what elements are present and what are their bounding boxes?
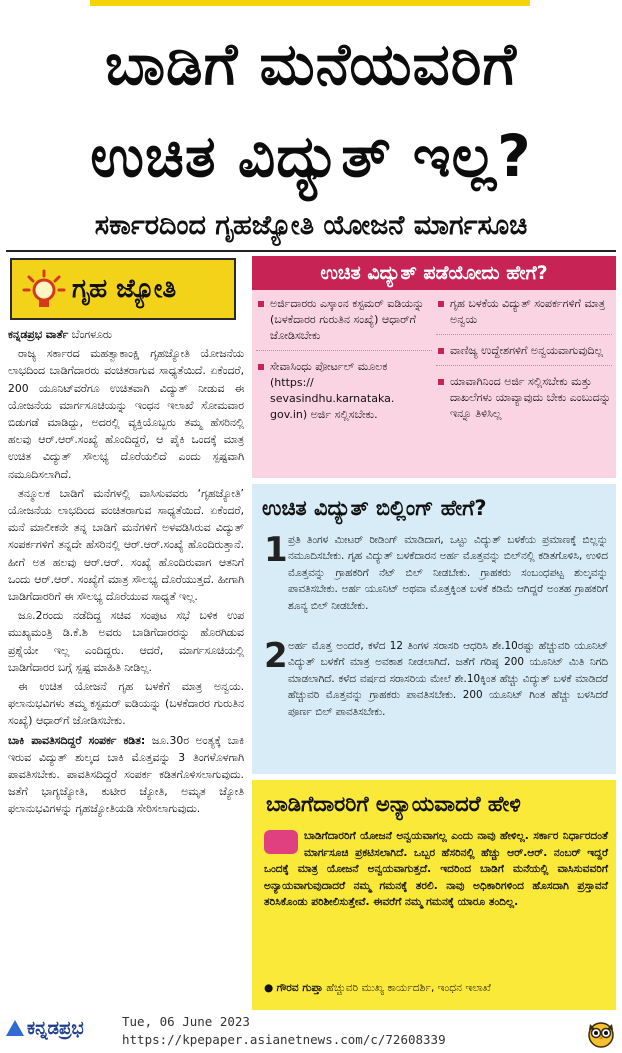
top-color-bar (90, 0, 530, 6)
headline-line-1: ಬಾಡಿಗೆ ಮನೆಯವರಿಗೆ (104, 30, 518, 98)
article-subhead: ಬಾಕಿ ಪಾವತಿಸದಿದ್ದರೆ ಸಂಪರ್ಕ ಕಡಿತ: (8, 733, 146, 747)
square-bullet-icon (438, 379, 444, 385)
page-url[interactable]: https://kpepaper.asianetnews.com/c/72608339 (122, 1032, 446, 1047)
article-paragraph-1: ರಾಜ್ಯ ಸರ್ಕಾರದ ಮಹತ್ವಾಕಾಂಕ್ಷಿ ಗೃಹಜ್ಯೋತಿ ಯೋಜನೆಯ ಲಾಭದಿಂದ ಬಾಡಿಗೆದಾರರು ವಂಚಿತರಾಗುವ ಸಾಧ್ಯತೆಯಿದೆ. ಏಕೆಂದರೆ, 200 ಯೂನಿಟ್‌ವರೆಗೂ ಉಚಿತವಾಗಿ ವಿದ್ಯುತ್ ನೀಡುವ ಈ ಯೋಜನೆಯ ಮಾರ್ಗಸೂಚಿಯನ್ನು ಇಂಧನ ಇಲಾಖೆ ಸೋಮವಾರ ಬಿಡುಗಡೆ ಮಾಡಿದ್ದು, ಅದರಲ್ಲಿ ವ್ಯಕ್ತಿಯೊಬ್ಬರು ತಮ್ಮ ಹೆಸರಿನಲ್ಲಿ ಹಲವು ಆರ್.ಆರ್.ಸಂಖ್ಯೆ ಹೊಂದಿದ್ದರೆ, ಆ ಪೈಕಿ ಒಂದಕ್ಕೆ ಮಾತ್ರ ಉಚಿತ ವಿದ್ಯುತ್ ಸೌಲಭ್ಯ ದೊರೆಯಲಿದೆ ಎಂದು ಸ್ಪಷ್ಟವಾಗಿ ನಮೂದಿಸಲಾಗಿದೆ. (8, 347, 244, 481)
gruha-jyothi-logo (10, 258, 236, 320)
main-article (8, 326, 244, 1002)
list-item (256, 359, 432, 429)
list-item-text: ವಾಣಿಜ್ಯ ಉದ್ದೇಶಗಳಿಗೆ ಅನ್ವಯವಾಗುವುದಿಲ್ಲ (450, 344, 603, 357)
list-item-text: ಸೇವಾಸಿಂಧು ಪೋರ್ಟಲ್ ಮೂಲಕ (https:// sevasindhu.karnataka. gov.in) ಅರ್ಜಿ ಸಲ್ಲಿಸಬೇಕು. (270, 360, 395, 421)
free-electricity-right-list (436, 296, 612, 436)
list-item (436, 343, 612, 366)
author-role: ಹೆಚ್ಚುವರಿ ಮುಖ್ಯ ಕಾರ್ಯದರ್ಶಿ, ಇಂಧನ ಇಲಾಖೆ (326, 982, 491, 994)
billing-point-1: ಪ್ರತಿ ತಿಂಗಳ ಮೀಟರ್ ರೀಡಿಂಗ್ ಮಾಡಿದಾಗ, ಒಟ್ಟು ವಿದ್ಯುತ್ ಬಳಕೆಯ ಪ್ರಮಾಣಕ್ಕೆ ಬಿಲ್ಲನ್ನು ನಮೂದಿಸಬೇಕು. ಗೃಹ ವಿದ್ಯುತ್ ಬಳಕೆದಾರನ ಅರ್ಹ ಮೊತ್ತವನ್ನು ಬಿಲ್‌ನಲ್ಲಿ ಕಡಿತಗೊಳಿಸಿ, ಉಳಿದ ಮೊತ್ತವನ್ನು ಗ್ರಾಹಕರಿಗೆ ನೆಟ್ ಬಿಲ್ ನೀಡಬೇಕು. ಗ್ರಾಹಕರು ಸಂಬಂಧಪಟ್ಟ ಶುಲ್ಕವನ್ನು ಪಾವತಿಸಬೇಕು. ಅರ್ಹ ಯೂನಿಟ್ ಅಥವಾ ಮೊತ್ತಕ್ಕಿಂತ ಬಳಕೆ ಕಡಿಮೆ ಆಗಿದ್ದರೆ ಅಂತಹ ಗ್ರಾಹಕರಿಗೆ ಶೂನ್ಯ ಬಿಲ್ ನೀಡಬೇಕು. (288, 534, 608, 612)
list-item-text: ಗೃಹ ಬಳಕೆಯ ವಿದ್ಯುತ್ ಸಂಪರ್ಕಗಳಿಗೆ ಮಾತ್ರ ಅನ್ವಯ (450, 297, 606, 326)
logo-text: ಗೃಹ ಜ್ಯೋತಿ (72, 274, 177, 304)
list-item (436, 296, 612, 335)
footer (0, 1010, 622, 1053)
byline-source: ಕನ್ನಡಪ್ರಭ ವಾರ್ತೆ (8, 328, 69, 341)
point-number-1: 1 (264, 530, 288, 570)
list-item (256, 296, 432, 351)
tenants-quote-text: ಬಾಡಿಗೆದಾರರಿಗೆ ಯೋಜನೆ ಅನ್ವಯವಾಗಲ್ಲ ಎಂದು ನಾವು ಹೇಳಿಲ್ಲ. ಸರ್ಕಾರ ನಿರ್ಧಾರದಂತೆ ಮಾರ್ಗಸೂಚಿ ಪ್ರಕಟಿಸಲಾಗಿದೆ. ಒಬ್ಬರ ಹೆಸರಿನಲ್ಲಿ ಹೆಚ್ಚು ಆರ್.ಆರ್. ನಂಬರ್ ಇದ್ದರೆ ಒಂದಕ್ಕೆ ಮಾತ್ರ ಯೋಜನೆ ಅನ್ವಯವಾಗುತ್ತದೆ. ಇದರಿಂದ ಬಾಡಿಗೆ ಮನೆಯಲ್ಲಿ ವಾಸಿಸುವವರಿಗೆ ಅನ್ಯಾಯವಾಗುವುದಾದರೆ ನಮ್ಮ ಗಮನಕ್ಕೆ ತರಲಿ. ನಾವು ಅಧಿಕಾರಿಗಳಿಂದ ಹೊಸದಾಗಿ ಪ್ರಸ್ತಾವನೆ ತರಿಸಿಕೊಂಡು ಪರಿಶೀಲಿಸುತ್ತೇವೆ. ಈವರೆಗೆ ನಮ್ಮ ಗಮನಕ್ಕೆ ಯಾರೂ ತಂದಿಲ್ಲ. (264, 830, 608, 909)
edition-date: Tue, 06 June 2023 (122, 1014, 250, 1029)
article-byline (8, 326, 244, 343)
quote-attribution: ● ಗೌರವ ಗುಪ್ತಾ ಹೆಚ್ಚುವರಿ ಮುಖ್ಯ ಕಾರ್ಯದರ್ಶಿ, ಇಂಧನ ಇಲಾಖೆ (264, 982, 491, 994)
square-bullet-icon (258, 301, 264, 307)
headline-line-2: ಉಚಿತ ವಿದ್ಯುತ್ ಇಲ್ಲ? (90, 122, 532, 190)
square-bullet-icon (258, 364, 264, 370)
byline-place: ಬೆಂಗಳೂರು (71, 328, 112, 341)
bulb-icon (22, 268, 66, 312)
brand-triangle-icon (6, 1020, 24, 1036)
quote-icon (264, 830, 298, 854)
author-name: ಗೌರವ ಗುಪ್ತಾ (276, 982, 323, 994)
tenants-quote (264, 828, 608, 911)
billing-title: ಉಚಿತ ವಿದ್ಯುತ್ ಬಿಲ್ಲಿಂಗ್ ಹೇಗೆ? (262, 496, 487, 520)
square-bullet-icon (438, 348, 444, 354)
free-electricity-box (252, 256, 616, 478)
brand-name: ಕನ್ನಡಪ್ರಭ (27, 1018, 84, 1039)
article-paragraph-2: ತನ್ಮೂಲಕ ಬಾಡಿಗೆ ಮನೆಗಳಲ್ಲಿ ವಾಸಿಸುವವರು ‘ಗೃಹಜ್ಯೋತಿ’ ಯೋಜನೆಯ ಲಾಭದಿಂದ ವಂಚಿತರಾಗುವ ಸಾಧ್ಯತೆಯಿದೆ. ಏಕೆಂದರೆ, ಮನೆ ಮಾಲೀಕನೇ ತನ್ನ ಬಾಡಿಗೆ ಮನೆಗಳಿಗೆ ಅಳವಡಿಸಿರುವ ವಿದ್ಯುತ್ ಸಂಪರ್ಕಗಳಿಗೆ ತನ್ನದೇ ಹೆಸರಿನಲ್ಲಿ ಆರ್.ಆರ್.ಸಂಖ್ಯೆ ಹೊಂದಿರುತ್ತಾನೆ. ಹೀಗೆ ಅತ ಹಲವು ಆರ್.ಆರ್. ಸಂಖ್ಯೆ ಹೊಂದಿರುವಾಗ ಆತನಿಗೆ ಒಂದು ಆರ್.ಆರ್. ಸಂಖ್ಯೆಗೆ ಮಾತ್ರ ಸೌಲಭ್ಯ ದೊರೆಯುತ್ತದೆ. ಹೀಗಾಗಿ ಬಾಡಿಗೆದಾರರಿಗೆ ಈ ಸೌಲಭ್ಯ ದೊರೆಯುವ ಸಾಧ್ಯತೆ ಇಲ್ಲ. (8, 486, 244, 604)
list-item-text: ಅರ್ಜಿದಾರರು ಎಸ್ಕಾಂನ ಕಸ್ಟಮರ್ ಐಡಿಯನ್ನು (ಬಳಕೆದಾರರ ಗುರುತಿನ ಸಂಖ್ಯೆ) ಆಧಾರ್‌ಗೆ ಜೋಡಿಸಬೇಕು (270, 297, 425, 342)
brand-logo (6, 1018, 84, 1039)
square-bullet-icon (438, 301, 444, 307)
tenants-box (252, 780, 616, 1012)
billing-point-2: ಅರ್ಹ ಮೊತ್ತ ಅಂದರೆ, ಕಳೆದ 12 ತಿಂಗಳ ಸರಾಸರಿ ಆಧರಿಸಿ ಶೇ.10ರಷ್ಟು ಹೆಚ್ಚುವರಿ ಯೂನಿಟ್ ವಿದ್ಯುತ್ ಬಳಕೆಗೆ ಮಾತ್ರ ಅವಕಾಶ ನೀಡಲಾಗಿದೆ. ಜತೆಗೆ ಗರಿಷ್ಠ 200 ಯೂನಿಟ್ ಮಿತಿ ನಿಗದಿ ಮಾಡಲಾಗಿದೆ. ಕಳೆದ ವರ್ಷದ ಸರಾಸರಿಯ ಮೇಲೆ ಶೇ.10ಕ್ಕಿಂತ ಹೆಚ್ಚು ವಿದ್ಯುತ್ ಬಳಕೆ ಮಾಡಿದರೆ ಹೆಚ್ಚುವರಿ ಮೊತ್ತವನ್ನು ಗ್ರಾಹಕರು ಪಾವತಿಸಬೇಕು. 200 ಯೂನಿಟ್ ಗಿಂತ ಹೆಚ್ಚು ಬಳಸಿದರೆ ಪೂರ್ಣ ಬಿಲ್ ಪಾವತಿಸಬೇಕು. (288, 640, 608, 718)
subheading: ಸರ್ಕಾರದಿಂದ ಗೃಹಜ್ಯೋತಿ ಯೋಜನೆ ಮಾರ್ಗಸೂಚಿ (94, 210, 528, 241)
article-paragraph-5-text: ಜೂ.30ರ ಅಂತ್ಯಕ್ಕೆ ಬಾಕಿ ಇರುವ ವಿದ್ಯುತ್ ಶುಲ್ಕದ ಬಾಕಿ ಮೊತ್ತವನ್ನು 3 ತಿಂಗಳೊಳಗಾಗಿ ಪಾವತಿಸಬೇಕು. ಪಾವತಿಸದಿದ್ದರೆ ಸಂಪರ್ಕ ಕಡಿತಗೊಳಿಸಲಾಗುವುದು. ಜತೆಗೆ ಭಾಗ್ಯಜ್ಯೋತಿ, ಕುಟೀರ ಜ್ಯೋತಿ, ಅಮೃತ ಜ್ಯೋತಿ ಫಲಾನುಭವಿಗಳನ್ನು ಗೃಹಜ್ಯೋತಿಯಡಿ ಸೇರಿಸಲಾಗುವುದು. (8, 733, 244, 816)
tenants-title: ಬಾಡಿಗೆದಾರರಿಗೆ ಅನ್ಯಾಯವಾದರೆ ಹೇಳಿ (266, 792, 521, 816)
free-electricity-title: ಉಚಿತ ವಿದ್ಯುತ್ ಪಡೆಯೋದು ಹೇಗೆ? (252, 256, 616, 290)
list-item-text: ಯಾವಾಗಿನಿಂದ ಅರ್ಜಿ ಸಲ್ಲಿಸಬೇಕು ಮತ್ತು ದಾಖಲೆಗಳು ಯಾವ್ಯಾವುದು ಬೇಕು ಎಂಬುದನ್ನು ಇನ್ನೂ ತಿಳಿಸಿಲ್ಲ (450, 375, 611, 420)
article-paragraph-5 (8, 732, 244, 818)
headline-divider (6, 250, 616, 252)
owl-icon (586, 1018, 616, 1048)
free-electricity-left-list (256, 296, 432, 437)
article-paragraph-4: ಈ ಉಚಿತ ಯೋಜನೆ ಗೃಹ ಬಳಕೆಗೆ ಮಾತ್ರ ಅನ್ವಯ. ಫಲಾನುಭವಿಗಳು ತಮ್ಮ ಕಸ್ಟಮರ್ ಐಡಿಯನ್ನು (ಬಳಕೆದಾರರ ಗುರುತಿನ ಸಂಖ್ಯೆ) ಆಧಾರ್‌ಗೆ ಜೋಡಿಸಬೇಕು. (8, 680, 244, 728)
billing-box (252, 484, 616, 774)
point-number-2: 2 (264, 636, 288, 676)
article-paragraph-3: ಜೂ.2ರಂದು ನಡೆದಿದ್ದ ಸಚಿವ ಸಂಪುಟ ಸಭೆ ಬಳಿಕ ಉಪ ಮುಖ್ಯಮಂತ್ರಿ ಡಿ.ಕೆ.ಶಿ ಅವರು ಬಾಡಿಗೆದಾರರನ್ನು ಹೊರಗಿಡುವ ಪ್ರಶ್ನೆಯೇ ಇಲ್ಲ ಎಂದಿದ್ದರು. ಆದರೆ, ಮಾರ್ಗಸೂಚಿಯಲ್ಲಿ ಬಾಡಿಗೆದಾರರ ಬಗ್ಗೆ ಸ್ಪಷ್ಟ ಮಾಹಿತಿ ನೀಡಿಲ್ಲ. (8, 609, 244, 674)
list-item (436, 374, 612, 428)
